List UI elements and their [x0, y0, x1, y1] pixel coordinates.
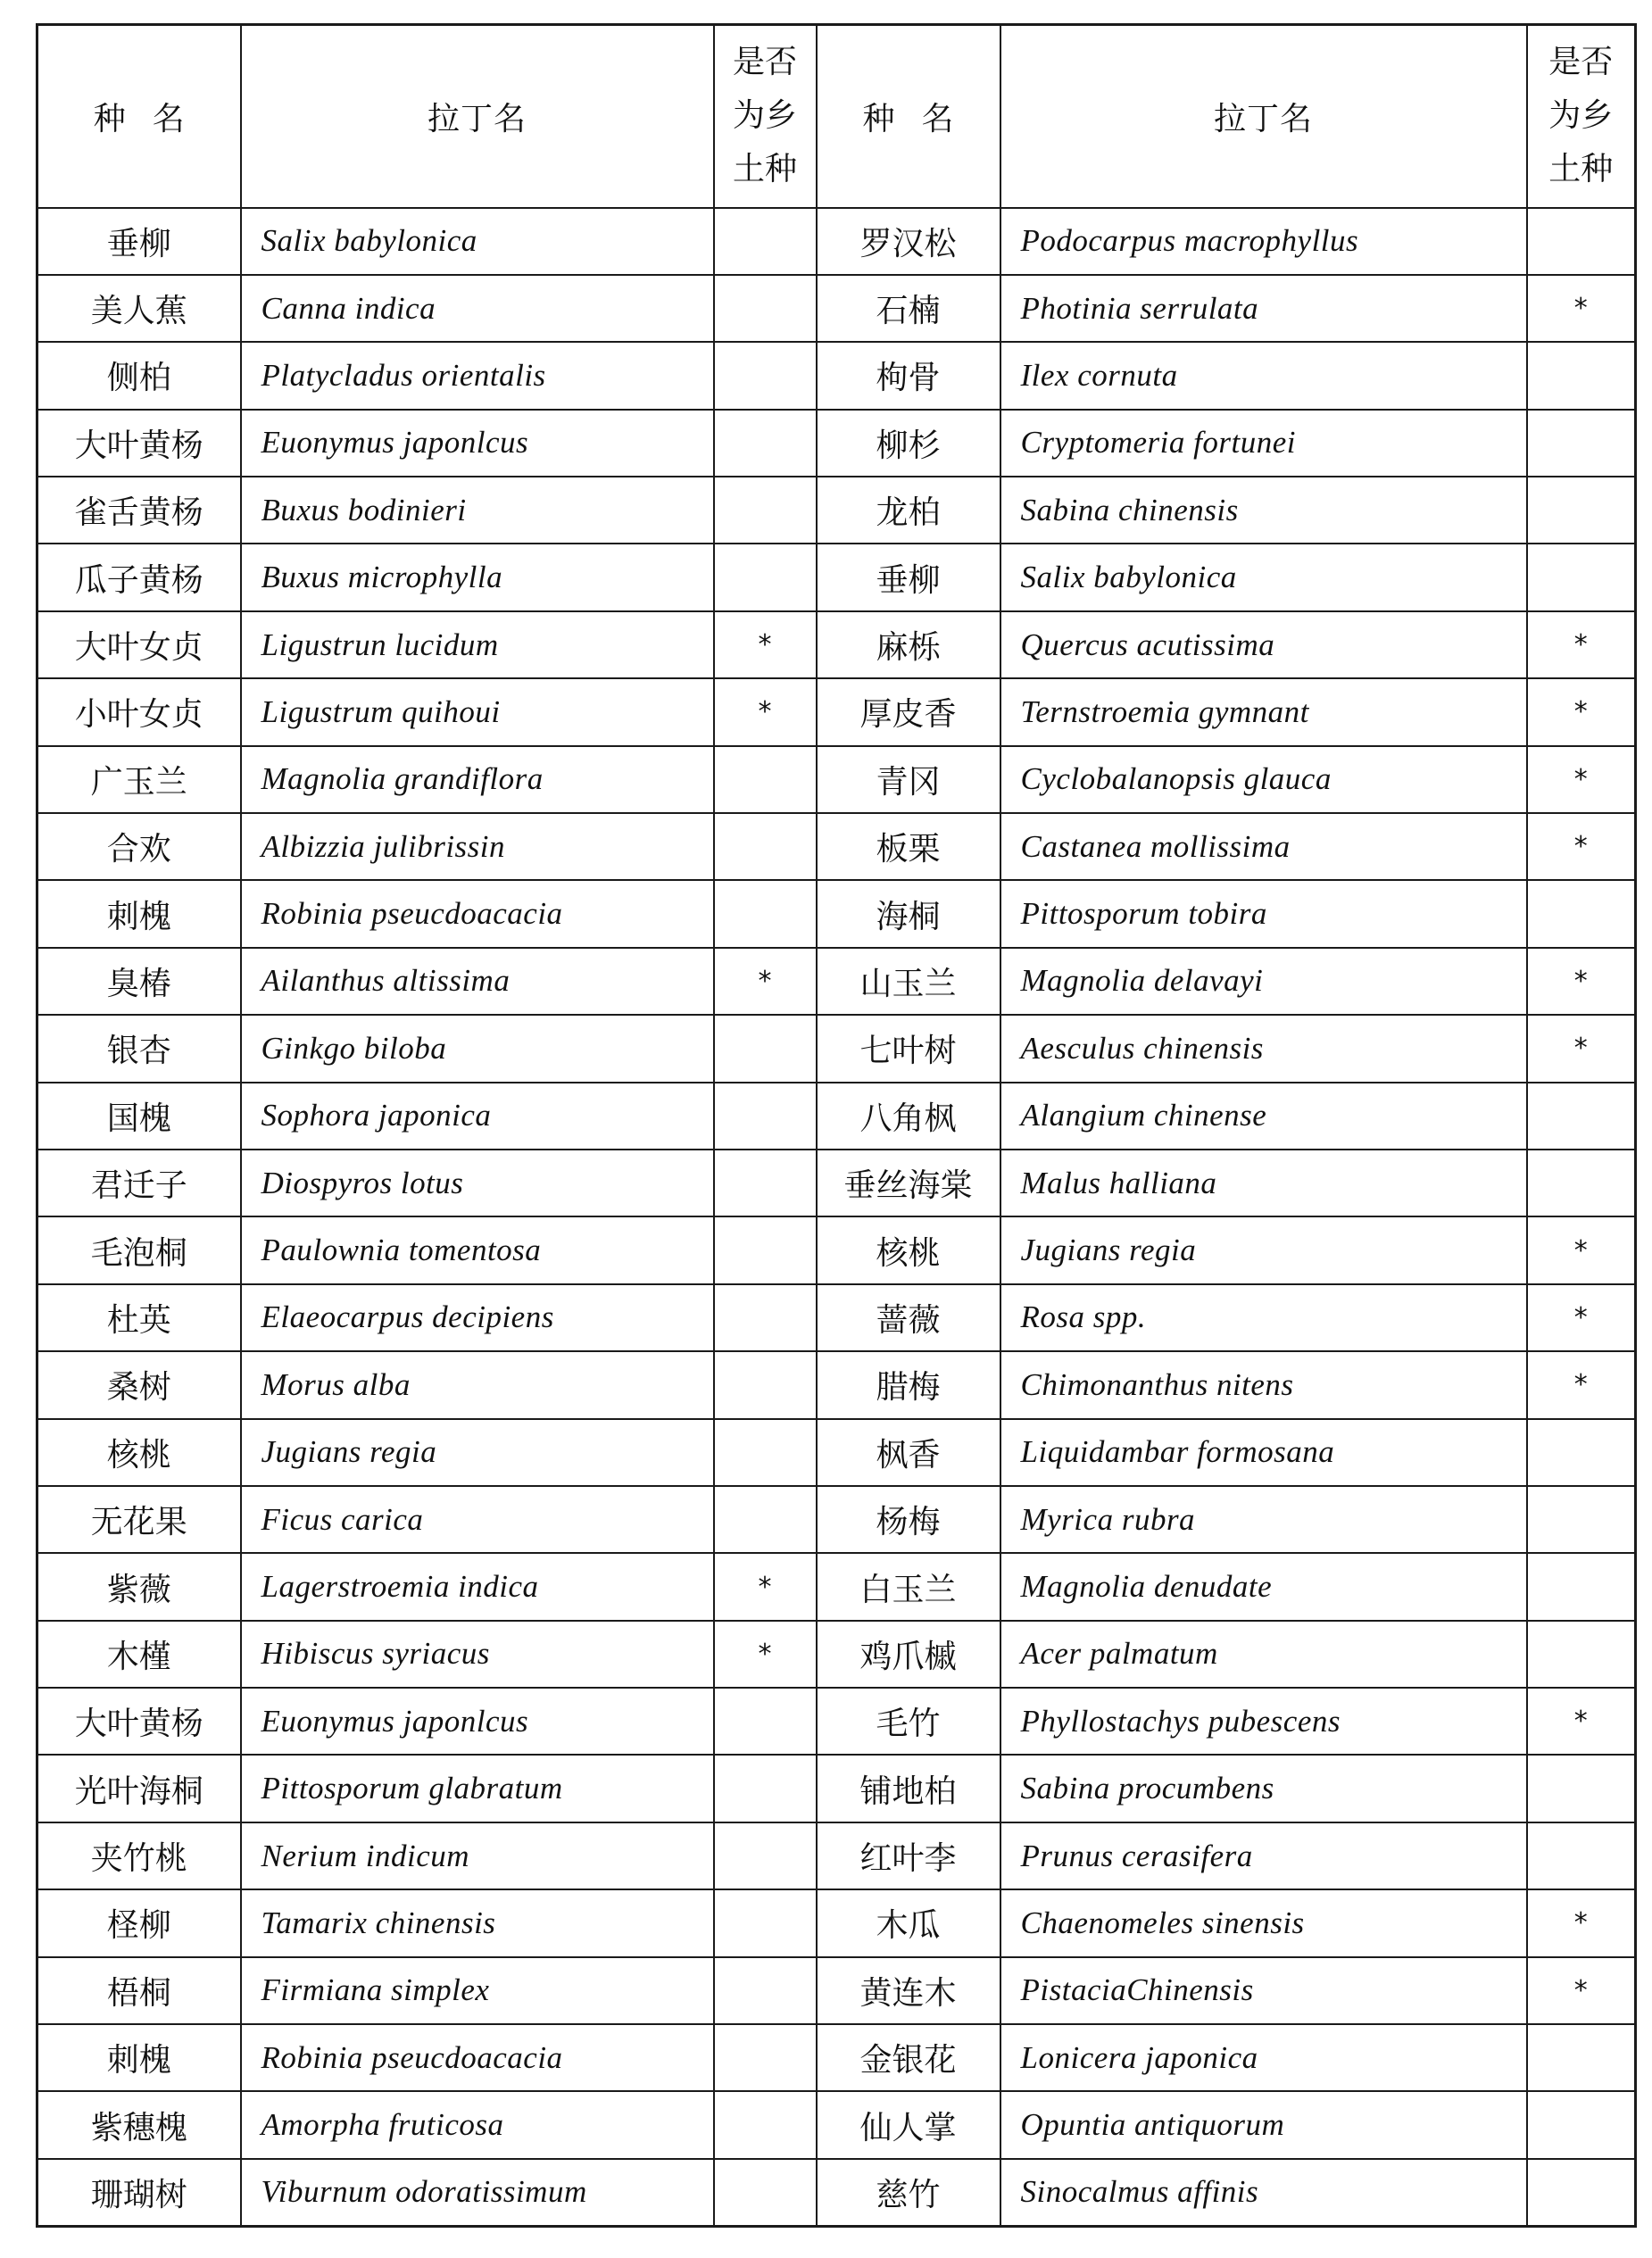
species-table: [36, 23, 1637, 2228]
native-mark-cell-right: [1527, 2091, 1636, 2158]
table-row: [37, 678, 1636, 745]
table-row: [37, 1351, 1636, 1418]
native-mark-cell-left: [714, 208, 817, 275]
latin-name-cell-right: Pittosporum tobira: [1000, 880, 1527, 947]
header-latin-name-left: 拉丁名: [241, 25, 714, 208]
latin-name-cell-left: Viburnum odoratissimum: [241, 2159, 714, 2227]
table-row: [37, 611, 1636, 678]
latin-name-cell-right: Jugians regia: [1000, 1216, 1527, 1283]
latin-name-cell-left: Buxus microphylla: [241, 544, 714, 610]
header-species-name-left: 种名: [37, 25, 241, 208]
native-mark-cell-right: *: [1527, 1284, 1636, 1351]
header-latin-name-right: 拉丁名: [1000, 25, 1527, 208]
native-mark-cell-left: [714, 1216, 817, 1283]
latin-name-cell-left: Salix babylonica: [241, 208, 714, 275]
native-mark-cell-left: *: [714, 1621, 817, 1688]
latin-name-cell-left: Sophora japonica: [241, 1083, 714, 1150]
latin-name-cell-left: Tamarix chinensis: [241, 1889, 714, 1956]
latin-name-cell-left: Ligustrum quihoui: [241, 678, 714, 745]
latin-name-cell-right: PistaciaChinensis: [1000, 1957, 1527, 2024]
species-name-cell-left: 刺槐: [37, 880, 241, 947]
species-name-cell-right: 铺地柏: [817, 1755, 1000, 1822]
species-name-cell-right: 红叶李: [817, 1822, 1000, 1889]
latin-name-cell-left: Paulownia tomentosa: [241, 1216, 714, 1283]
table-row: [37, 1284, 1636, 1351]
latin-name-cell-right: Myrica rubra: [1000, 1486, 1527, 1553]
latin-name-cell-left: Euonymus japonlcus: [241, 410, 714, 477]
species-name-cell-left: 核桃: [37, 1419, 241, 1486]
native-mark-cell-left: [714, 813, 817, 880]
native-mark-cell-right: *: [1527, 948, 1636, 1015]
native-mark-cell-right: *: [1527, 813, 1636, 880]
latin-name-cell-right: Ternstroemia gymnant: [1000, 678, 1527, 745]
latin-name-cell-right: Chaenomeles sinensis: [1000, 1889, 1527, 1956]
native-mark-cell-right: [1527, 1150, 1636, 1216]
native-mark-cell-left: [714, 1486, 817, 1553]
native-mark-cell-right: *: [1527, 746, 1636, 813]
species-name-cell-left: 侧柏: [37, 342, 241, 409]
species-name-cell-left: 紫穗槐: [37, 2091, 241, 2158]
latin-name-cell-left: Euonymus japonlcus: [241, 1688, 714, 1755]
table-row: [37, 1688, 1636, 1755]
species-name-cell-right: 麻栎: [817, 611, 1000, 678]
native-mark-cell-right: *: [1527, 1015, 1636, 1082]
table-row: [37, 1553, 1636, 1620]
table-row: [37, 2024, 1636, 2091]
latin-name-cell-right: Quercus acutissima: [1000, 611, 1527, 678]
species-name-cell-left: 大叶黄杨: [37, 1688, 241, 1755]
table-row: [37, 2091, 1636, 2158]
species-name-cell-right: 八角枫: [817, 1083, 1000, 1150]
native-mark-cell-right: *: [1527, 275, 1636, 342]
species-name-cell-right: 白玉兰: [817, 1553, 1000, 1620]
header-native-line2: 为乡: [1548, 97, 1614, 135]
native-mark-cell-right: [1527, 2159, 1636, 2227]
species-name-cell-left: 银杏: [37, 1015, 241, 1082]
header-row: [37, 25, 1636, 208]
species-name-cell-left: 刺槐: [37, 2024, 241, 2091]
native-mark-cell-right: [1527, 544, 1636, 610]
native-mark-cell-left: [714, 2159, 817, 2227]
table-row: [37, 1083, 1636, 1150]
latin-name-cell-right: Opuntia antiquorum: [1000, 2091, 1527, 2158]
native-mark-cell-left: [714, 410, 817, 477]
native-mark-cell-right: [1527, 1553, 1636, 1620]
native-mark-cell-right: [1527, 1822, 1636, 1889]
species-name-cell-right: 柳杉: [817, 410, 1000, 477]
table-row: [37, 1486, 1636, 1553]
species-name-cell-left: 毛泡桐: [37, 1216, 241, 1283]
table-row: [37, 813, 1636, 880]
species-name-cell-right: 黄连木: [817, 1957, 1000, 2024]
header-native-line2: 为乡: [732, 97, 797, 135]
native-mark-cell-right: [1527, 342, 1636, 409]
native-mark-cell-left: [714, 2091, 817, 2158]
latin-name-cell-left: Elaeocarpus decipiens: [241, 1284, 714, 1351]
latin-name-cell-right: Ilex cornuta: [1000, 342, 1527, 409]
latin-name-cell-right: Malus halliana: [1000, 1150, 1527, 1216]
native-mark-cell-left: [714, 1688, 817, 1755]
header-native-left: [714, 25, 817, 208]
latin-name-cell-right: Sinocalmus affinis: [1000, 2159, 1527, 2227]
table-row: [37, 1822, 1636, 1889]
table-row: [37, 1889, 1636, 1956]
table-row: [37, 208, 1636, 275]
latin-name-cell-right: Lonicera japonica: [1000, 2024, 1527, 2091]
species-name-cell-right: 垂柳: [817, 544, 1000, 610]
native-mark-cell-left: [714, 1419, 817, 1486]
latin-name-cell-left: Ficus carica: [241, 1486, 714, 1553]
latin-name-cell-left: Robinia pseucdoacacia: [241, 2024, 714, 2091]
header-native-line1: 是否: [732, 44, 797, 81]
latin-name-cell-right: Photinia serrulata: [1000, 275, 1527, 342]
header-native-right: [1527, 25, 1636, 208]
latin-name-cell-left: Nerium indicum: [241, 1822, 714, 1889]
native-mark-cell-right: [1527, 477, 1636, 544]
species-name-cell-left: 光叶海桐: [37, 1755, 241, 1822]
latin-name-cell-left: Ginkgo biloba: [241, 1015, 714, 1082]
table-row: [37, 2159, 1636, 2227]
native-mark-cell-left: [714, 1150, 817, 1216]
latin-name-cell-left: Magnolia grandiflora: [241, 746, 714, 813]
species-name-cell-left: 无花果: [37, 1486, 241, 1553]
table-row: [37, 275, 1636, 342]
species-name-cell-right: 蔷薇: [817, 1284, 1000, 1351]
latin-name-cell-left: Firmiana simplex: [241, 1957, 714, 2024]
latin-name-cell-left: Buxus bodinieri: [241, 477, 714, 544]
species-name-cell-left: 柽柳: [37, 1889, 241, 1956]
species-name-cell-right: 毛竹: [817, 1688, 1000, 1755]
latin-name-cell-right: Podocarpus macrophyllus: [1000, 208, 1527, 275]
native-mark-cell-left: [714, 1822, 817, 1889]
native-mark-cell-right: [1527, 410, 1636, 477]
table-row: [37, 410, 1636, 477]
species-name-cell-right: 鸡爪槭: [817, 1621, 1000, 1688]
table-row: [37, 477, 1636, 544]
native-mark-cell-left: [714, 1083, 817, 1150]
native-mark-cell-left: *: [714, 1553, 817, 1620]
species-name-cell-right: 石楠: [817, 275, 1000, 342]
native-mark-cell-right: *: [1527, 1957, 1636, 2024]
latin-name-cell-left: Ailanthus altissima: [241, 948, 714, 1015]
species-name-cell-left: 小叶女贞: [37, 678, 241, 745]
species-name-cell-left: 桑树: [37, 1351, 241, 1418]
species-name-cell-left: 珊瑚树: [37, 2159, 241, 2227]
species-name-cell-right: 杨梅: [817, 1486, 1000, 1553]
latin-name-cell-right: Magnolia denudate: [1000, 1553, 1527, 1620]
native-mark-cell-right: [1527, 208, 1636, 275]
species-name-cell-left: 广玉兰: [37, 746, 241, 813]
species-name-cell-right: 板栗: [817, 813, 1000, 880]
header-species-name-right: 种名: [817, 25, 1000, 208]
native-mark-cell-right: [1527, 1083, 1636, 1150]
latin-name-cell-right: Prunus cerasifera: [1000, 1822, 1527, 1889]
latin-name-cell-right: Sabina chinensis: [1000, 477, 1527, 544]
native-mark-cell-left: [714, 1889, 817, 1956]
native-mark-cell-left: [714, 544, 817, 610]
species-name-cell-right: 厚皮香: [817, 678, 1000, 745]
latin-name-cell-left: Platycladus orientalis: [241, 342, 714, 409]
latin-name-cell-right: Magnolia delavayi: [1000, 948, 1527, 1015]
latin-name-cell-left: Hibiscus syriacus: [241, 1621, 714, 1688]
native-mark-cell-left: [714, 275, 817, 342]
native-mark-cell-left: [714, 1015, 817, 1082]
table-row: [37, 1621, 1636, 1688]
native-mark-cell-right: *: [1527, 1216, 1636, 1283]
species-name-cell-right: 枫香: [817, 1419, 1000, 1486]
table-row: [37, 544, 1636, 610]
table-row: [37, 1419, 1636, 1486]
latin-name-cell-left: Diospyros lotus: [241, 1150, 714, 1216]
species-name-cell-right: 金银花: [817, 2024, 1000, 2091]
native-mark-cell-right: [1527, 2024, 1636, 2091]
native-mark-cell-left: [714, 1351, 817, 1418]
native-mark-cell-right: *: [1527, 678, 1636, 745]
species-name-cell-left: 国槐: [37, 1083, 241, 1150]
latin-name-cell-left: Lagerstroemia indica: [241, 1553, 714, 1620]
table-row: [37, 1755, 1636, 1822]
native-mark-cell-left: [714, 342, 817, 409]
species-name-cell-left: 美人蕉: [37, 275, 241, 342]
species-name-cell-right: 罗汉松: [817, 208, 1000, 275]
species-name-cell-left: 臭椿: [37, 948, 241, 1015]
table-row: [37, 1957, 1636, 2024]
species-table-body: [37, 208, 1636, 2227]
table-row: [37, 1150, 1636, 1216]
latin-name-cell-right: Rosa spp.: [1000, 1284, 1527, 1351]
native-mark-cell-left: *: [714, 611, 817, 678]
species-name-cell-right: 垂丝海棠: [817, 1150, 1000, 1216]
latin-name-cell-right: Alangium chinense: [1000, 1083, 1527, 1150]
latin-name-cell-left: Jugians regia: [241, 1419, 714, 1486]
species-name-cell-left: 瓜子黄杨: [37, 544, 241, 610]
species-name-cell-left: 垂柳: [37, 208, 241, 275]
species-name-cell-left: 梧桐: [37, 1957, 241, 2024]
native-mark-cell-left: [714, 477, 817, 544]
native-mark-cell-left: [714, 1957, 817, 2024]
native-mark-cell-right: [1527, 1755, 1636, 1822]
native-mark-cell-left: *: [714, 678, 817, 745]
species-name-cell-left: 合欢: [37, 813, 241, 880]
species-name-cell-left: 雀舌黄杨: [37, 477, 241, 544]
table-row: [37, 1216, 1636, 1283]
header-native-line3: 土种: [732, 151, 797, 188]
native-mark-cell-left: [714, 2024, 817, 2091]
latin-name-cell-right: Castanea mollissima: [1000, 813, 1527, 880]
species-name-cell-left: 大叶女贞: [37, 611, 241, 678]
species-name-cell-left: 夹竹桃: [37, 1822, 241, 1889]
species-name-cell-right: 仙人掌: [817, 2091, 1000, 2158]
table-row: [37, 746, 1636, 813]
species-name-cell-left: 紫薇: [37, 1553, 241, 1620]
native-mark-cell-right: [1527, 880, 1636, 947]
species-name-cell-right: 青冈: [817, 746, 1000, 813]
latin-name-cell-left: Amorpha fruticosa: [241, 2091, 714, 2158]
table-row: [37, 880, 1636, 947]
species-name-cell-left: 木槿: [37, 1621, 241, 1688]
native-mark-cell-right: *: [1527, 1688, 1636, 1755]
species-name-cell-right: 枸骨: [817, 342, 1000, 409]
latin-name-cell-left: Canna indica: [241, 275, 714, 342]
species-name-cell-left: 大叶黄杨: [37, 410, 241, 477]
native-mark-cell-left: [714, 746, 817, 813]
species-name-cell-left: 君迁子: [37, 1150, 241, 1216]
native-mark-cell-left: [714, 1755, 817, 1822]
latin-name-cell-left: Morus alba: [241, 1351, 714, 1418]
species-name-cell-right: 腊梅: [817, 1351, 1000, 1418]
table-row: [37, 1015, 1636, 1082]
native-mark-cell-left: [714, 880, 817, 947]
species-name-cell-right: 七叶树: [817, 1015, 1000, 1082]
latin-name-cell-right: Phyllostachys pubescens: [1000, 1688, 1527, 1755]
species-name-cell-right: 木瓜: [817, 1889, 1000, 1956]
latin-name-cell-right: Aesculus chinensis: [1000, 1015, 1527, 1082]
table-row: [37, 948, 1636, 1015]
native-mark-cell-right: [1527, 1621, 1636, 1688]
latin-name-cell-right: Acer palmatum: [1000, 1621, 1527, 1688]
species-name-cell-left: 杜英: [37, 1284, 241, 1351]
native-mark-cell-left: [714, 1284, 817, 1351]
latin-name-cell-right: Salix babylonica: [1000, 544, 1527, 610]
table-row: [37, 342, 1636, 409]
latin-name-cell-right: Liquidambar formosana: [1000, 1419, 1527, 1486]
latin-name-cell-left: Ligustrun lucidum: [241, 611, 714, 678]
native-mark-cell-right: *: [1527, 1889, 1636, 1956]
header-native-line1: 是否: [1548, 44, 1614, 81]
native-mark-cell-right: [1527, 1486, 1636, 1553]
species-name-cell-right: 核桃: [817, 1216, 1000, 1283]
header-native-line3: 土种: [1548, 151, 1614, 188]
latin-name-cell-left: Pittosporum glabratum: [241, 1755, 714, 1822]
species-name-cell-right: 慈竹: [817, 2159, 1000, 2227]
species-name-cell-right: 龙柏: [817, 477, 1000, 544]
latin-name-cell-right: Chimonanthus nitens: [1000, 1351, 1527, 1418]
species-name-cell-right: 山玉兰: [817, 948, 1000, 1015]
species-name-cell-right: 海桐: [817, 880, 1000, 947]
native-mark-cell-right: *: [1527, 611, 1636, 678]
native-mark-cell-right: [1527, 1419, 1636, 1486]
latin-name-cell-right: Sabina procumbens: [1000, 1755, 1527, 1822]
latin-name-cell-right: Cyclobalanopsis glauca: [1000, 746, 1527, 813]
native-mark-cell-right: *: [1527, 1351, 1636, 1418]
native-mark-cell-left: *: [714, 948, 817, 1015]
latin-name-cell-right: Cryptomeria fortunei: [1000, 410, 1527, 477]
latin-name-cell-left: Robinia pseucdoacacia: [241, 880, 714, 947]
latin-name-cell-left: Albizzia julibrissin: [241, 813, 714, 880]
